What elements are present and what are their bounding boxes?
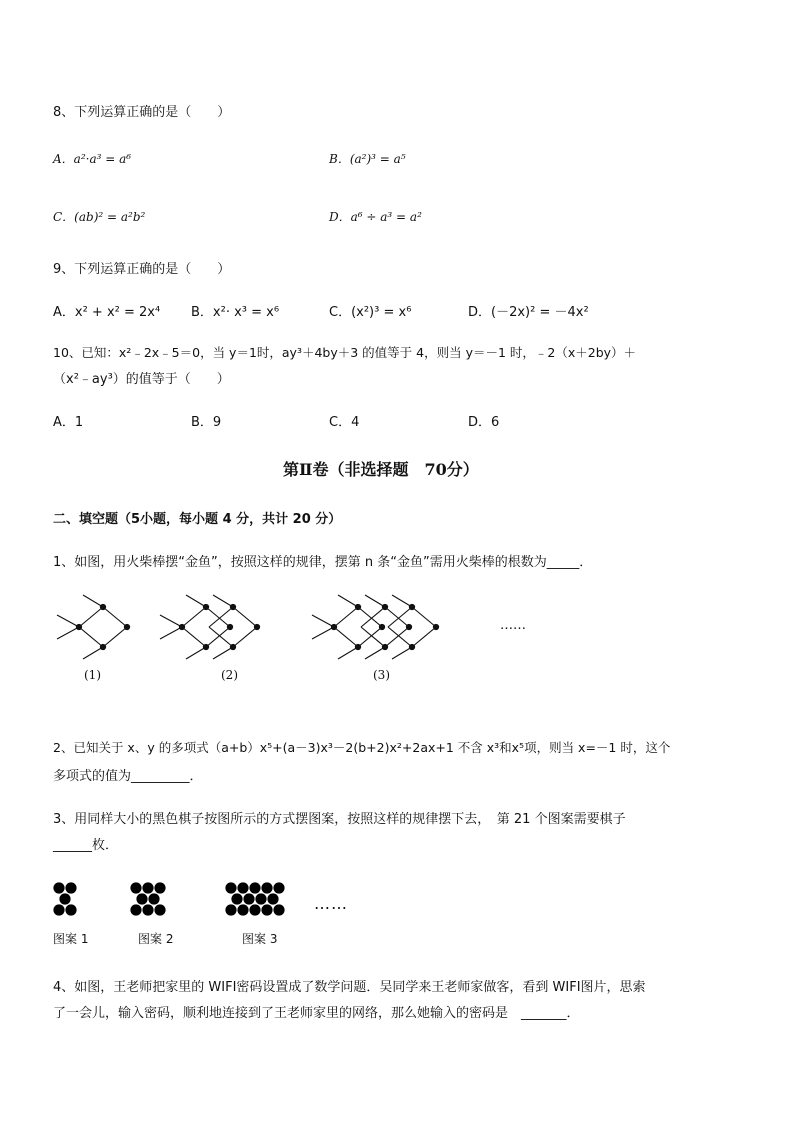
chess-piece [148,893,159,904]
chess-piece [225,904,236,915]
chess-piece [53,882,64,893]
chess-piece [261,904,272,915]
fill-3-ellipsis: …… [314,894,348,913]
q8-option-d: D．a⁶ ÷ a³ = a² [329,210,422,224]
q10-option-b: B．9 [191,415,222,430]
chess-piece [267,893,278,904]
pattern-caption-3: 图案 3 [242,932,278,946]
q10-option-a: A．1 [53,415,84,430]
part-2-title: 第Ⅱ卷（非选择题 70分） [283,460,479,479]
chess-piece [142,882,153,893]
q10-line-2: （x²﹣ay³）的值等于（ ） [53,372,230,387]
q9-option-d: D．(－2x)² = －4x² [468,305,589,320]
chess-piece [249,904,260,915]
q9-option-a: A．x² + x² = 2x⁴ [53,305,161,320]
pattern-caption-2: 图案 2 [138,932,174,946]
fish-caption-2: (2) [221,668,238,682]
fill-1-ellipsis: …… [500,618,526,633]
fill-4-line-2: 了一会儿，输入密码，顺利地连接到了王老师家里的网络，那么她输入的密码是 _______． [53,1006,580,1021]
fill-2-line-2: 多项式的值为_________． [53,769,203,784]
chess-piece [53,904,64,915]
chess-piece [130,882,141,893]
q10-option-d: D．6 [468,415,500,430]
chess-piece [255,893,266,904]
fill-3-line-1: 3、用同样大小的黑色棋子按图所示的方式摆图案，按照这样的规律摆下去， 第 21 个图案需要棋子 [53,812,626,827]
chess-piece [154,904,165,915]
chess-piece [154,882,165,893]
q9-stem: 9、下列运算正确的是（ ） [53,262,231,277]
chess-piece [65,904,76,915]
fish-caption-1: (1) [84,668,101,682]
fish-caption-3: (3) [373,668,390,682]
chess-piece [65,882,76,893]
chess-piece [273,882,284,893]
q9-option-c: C．(x²)³ = x⁶ [329,305,412,320]
chess-piece [261,882,272,893]
chess-piece [237,882,248,893]
fill-2-line-1: 2、已知关于 x、y 的多项式（a+b）x⁵+(a－3)x³－2(b+2)x²+2ax+1 不含 x³和x⁵项，则当 x=－1 时，这个 [53,740,671,755]
fill-3-line-2: ______枚． [53,838,119,853]
q8-stem: 8、下列运算正确的是（ ） [53,105,231,120]
q8-option-c: C．(ab)² = a²b² [53,210,146,224]
pattern-caption-1: 图案 1 [53,932,89,946]
chess-piece [142,904,153,915]
chess-piece [243,893,254,904]
fill-4-line-1: 4、如图，王老师把家里的 WIFI密码设置成了数学问题．吴同学来王老师家做客，看到 WIFI图片，思索 [53,980,646,995]
chess-piece [231,893,242,904]
q10-option-c: C．4 [329,415,360,430]
chess-piece [130,904,141,915]
fill-1-text: 1、如图，用火柴棒摆“金鱼”，按照这样的规律，摆第 n 条“金鱼”需用火柴棒的根数为_____． [53,555,593,570]
section-title: 二、填空题（5小题，每小题 4 分，共计 20 分） [53,512,342,527]
chess-piece [249,882,260,893]
chess-piece [59,893,70,904]
chess-piece [225,882,236,893]
q9-option-b: B．x²· x³ = x⁶ [191,305,280,320]
q10-line-1: 10、已知：x²﹣2x﹣5＝0，当 y＝1时，ay³＋4by＋3 的值等于 4，则当 y＝－1 时，﹣2（x＋2by）＋ [53,345,637,360]
q8-option-b: B．(a²)³ = a⁵ [329,152,406,166]
chess-piece [237,904,248,915]
chess-piece [273,904,284,915]
q8-option-a: A．a²·a³ = a⁶ [53,152,132,166]
chess-piece [136,893,147,904]
